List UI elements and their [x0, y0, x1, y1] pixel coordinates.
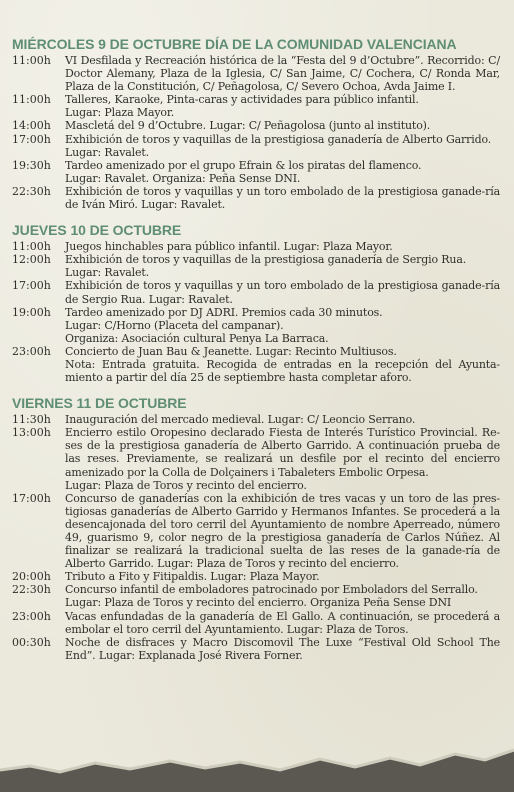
- entry-time: 22:30h: [12, 184, 51, 198]
- entry-description: Concurso de ganaderías con la exhibición de tres vacas y un toro de las pres-tigiosas ganaderías de Alberto Garrido y Hermanos Infantes. Se procederá a la desencajonada del toro cerril del Ayuntamiento de nombre Aperreado, número 49, guarismo 9, color negro de la prestigiosa ganadería de Carlos Núñez. Al finalizar se realizará la tradicional suelta de las reses de la ganade-ría de Alberto Garrido. Lugar: Plaza de Toros y recinto del encierro.: [65, 491, 500, 571]
- schedule-entry: [12, 93, 500, 119]
- torn-paper-edge: [0, 732, 514, 792]
- entry-description: Exhibición de toros y vaquillas de la prestigiosa ganadería de Alberto Garrido. Lugar: Ravalet.: [65, 132, 492, 159]
- schedule-entry: [12, 159, 500, 185]
- entry-time: 11:00h: [12, 54, 51, 67]
- schedule-entry: [12, 119, 500, 132]
- entry-time: 23:00h: [12, 344, 51, 358]
- schedule-entry: [12, 610, 500, 636]
- day-heading: JUEVES 10 DE OCTUBRE: [12, 222, 182, 239]
- schedule-entry: [12, 583, 500, 609]
- schedule-entry: [12, 345, 500, 384]
- day-section-friday: [12, 395, 500, 662]
- entry-description: Exhibición de toros y vaquillas y un toro embolado de la prestigiosa ganade-ría de Iván Miró. Lugar: Ravalet.: [65, 184, 500, 212]
- entry-description: Concierto de Juan Bau & Jeanette. Lugar: Recinto Multiusos. Nota: Entrada gratuita. Recogida de entradas en la recepción del Ayunta-miento a partir del día 25 de septiembre hasta completar aforo.: [65, 344, 500, 385]
- entry-time: 17:00h: [12, 132, 51, 146]
- entry-description: Mascletá del 9 d’Octubre. Lugar: C/ Peñagolosa (junto al instituto).: [65, 119, 431, 133]
- schedule-entry: [12, 133, 500, 159]
- entry-description: Tardeo amenizado por DJ ADRI. Premios cada 30 minutos. Lugar: C/Horno (Placeta del campanar). Organiza: Asociación cultural Penya La Barraca.: [65, 305, 383, 345]
- entry-time: 11:30h: [12, 413, 51, 427]
- entry-time: 11:00h: [12, 93, 51, 107]
- entry-description: Juegos hinchables para público infantil. Lugar: Plaza Mayor.: [65, 240, 393, 254]
- entry-time: 14:00h: [12, 119, 51, 133]
- entry-time: 19:00h: [12, 305, 51, 319]
- entry-time: 13:00h: [12, 426, 51, 440]
- day-section-wednesday: [12, 36, 500, 211]
- entry-time: 11:00h: [12, 240, 51, 254]
- day-section-thursday: [12, 222, 500, 384]
- entry-description: Talleres, Karaoke, Pinta-caras y actividades para público infantil. Lugar: Plaza Mayor.: [65, 93, 419, 120]
- schedule-entry: [12, 413, 500, 426]
- schedule-entry: [12, 492, 500, 571]
- schedule-entry: [12, 185, 500, 211]
- schedule-entry: [12, 426, 500, 491]
- entry-description: Inauguración del mercado medieval. Lugar: C/ Leoncio Serrano.: [65, 413, 416, 427]
- entry-time: 23:00h: [12, 609, 51, 623]
- day-heading: VIERNES 11 DE OCTUBRE: [12, 395, 187, 412]
- entry-description: Encierro estilo Oropesino declarado Fiesta de Interés Turístico Provincial. Re-ses de la prestigiosa ganadería de Alberto Garrido. A continuación prueba de las reses. Previamente, se realizará un desfile por el recinto del encierro amenizado por la Colla de Dolçainers i Tabaleters Embolic Orpesa. Lugar: Plaza de Toros y recinto del encierro.: [65, 426, 500, 492]
- entry-time: 00:30h: [12, 635, 51, 649]
- entry-time: 19:30h: [12, 158, 51, 172]
- schedule-entry: [12, 306, 500, 345]
- entry-description: Exhibición de toros y vaquillas y un toro embolado de la prestigiosa ganade-ría de Sergio Rua. Lugar: Ravalet.: [65, 279, 500, 306]
- entry-time: 20:00h: [12, 570, 51, 584]
- schedule-entry: [12, 279, 500, 305]
- entry-time: 12:00h: [12, 253, 51, 267]
- day-heading: MIÉRCOLES 9 DE OCTUBRE DÍA DE LA COMUNIDAD VALENCIANA: [12, 36, 457, 52]
- entry-time: 22:30h: [12, 583, 51, 597]
- entry-time: 17:00h: [12, 279, 51, 293]
- entry-description: Tardeo amenizado por el grupo Efrain & los piratas del flamenco. Lugar: Ravalet. Organiza: Peña Sense DNI.: [65, 158, 422, 185]
- schedule-entry: [12, 253, 500, 279]
- schedule-entry: [12, 570, 500, 583]
- entry-description: Vacas enfundadas de la ganadería de El Gallo. A continuación, se procederá a embolar el toro cerril del Ayuntamiento. Lugar: Plaza de Toros.: [65, 609, 500, 636]
- entry-description: Tributo a Fito y Fitipaldis. Lugar: Plaza Mayor.: [65, 570, 320, 584]
- entry-time: 17:00h: [12, 491, 51, 505]
- entry-description: Concurso infantil de emboladores patrocinado por Emboladors del Serrallo. Lugar: Plaza de Toros y recinto del encierro. Organiza Peña Sense DNI: [65, 583, 478, 610]
- schedule-entry: [12, 636, 500, 662]
- program-content: [12, 36, 500, 673]
- entry-description: Exhibición de toros y vaquillas de la prestigiosa ganadería de Sergio Rua. Lugar: Ravalet.: [65, 253, 467, 280]
- schedule-entry: [12, 54, 500, 93]
- entry-description: Noche de disfraces y Macro Discomovil The Luxe “Festival Old School The End”. Lugar: Explanada José Rivera Forner.: [65, 635, 500, 662]
- entry-description: VI Desfilada y Recreación histórica de la “Festa del 9 d’Octubre”. Recorrido: C/ Doctor Alemany, Plaza de la Iglesia, C/ San Jaime, C/ Cochera, C/ Ronda Mar, Plaza de la Constitución, C/ Peñagolosa, C/ Severo Ochoa, Avda Jaime I.: [65, 54, 500, 94]
- schedule-entry: [12, 240, 500, 253]
